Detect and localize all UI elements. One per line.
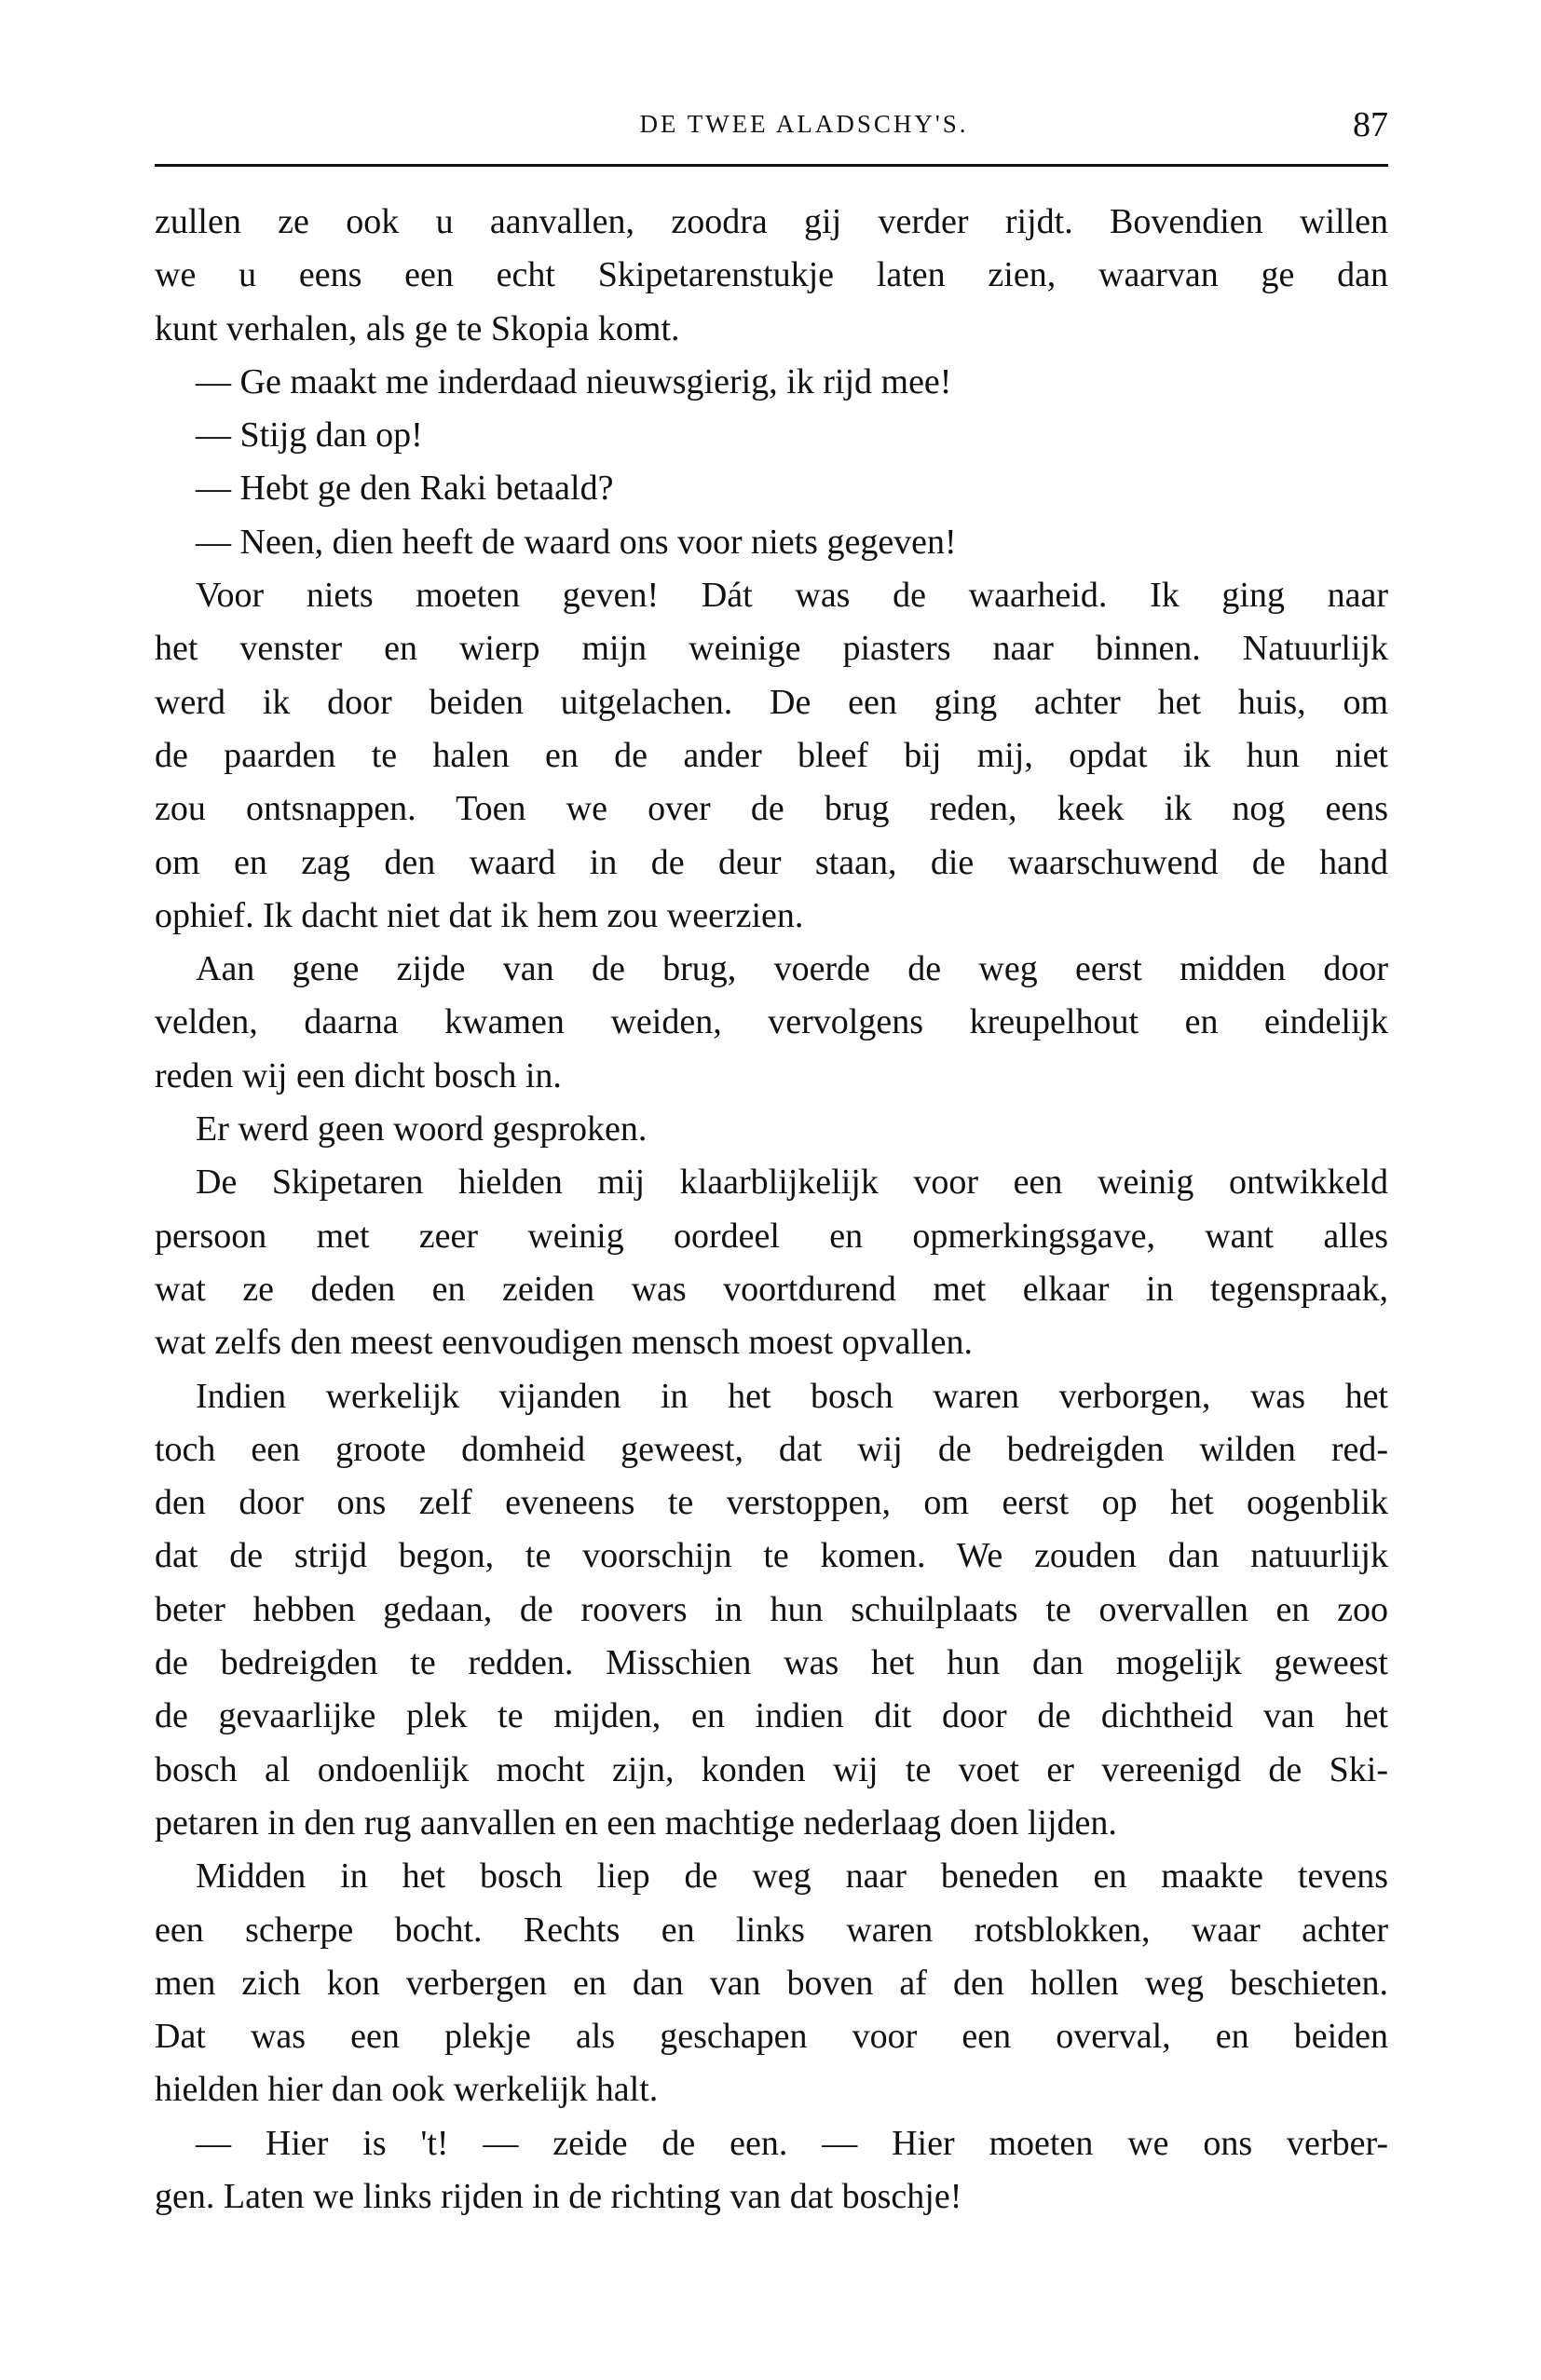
text-line: velden, daarna kwamen weiden, vervolgens kreupelhout en eindelijk — [155, 1002, 1388, 1042]
text-line: men zich kon verbergen en dan van boven af den hollen weg beschieten. — [155, 1963, 1388, 2003]
text-line: de paarden te halen en de ander bleef bij mij, opdat ik hun niet — [155, 735, 1388, 775]
body-text — [155, 196, 1388, 2224]
text-line: den door ons zelf eveneens te verstoppen, om eerst op het oogenblik — [155, 1483, 1388, 1523]
header-rule — [155, 164, 1388, 167]
text-line: beter hebben gedaan, de roovers in hun schuilplaats te overvallen en zoo — [155, 1589, 1388, 1629]
paragraph — [155, 516, 1388, 569]
text-line: reden wij een dicht bosch in. — [155, 1055, 562, 1095]
paragraph — [155, 1370, 1388, 1851]
text-line: toch een groote domheid geweest, dat wij de bedreigden wilden red- — [155, 1429, 1388, 1469]
paragraph — [155, 462, 1388, 515]
text-line: Indien werkelijk vijanden in het bosch waren verborgen, was het — [196, 1376, 1388, 1416]
paragraph — [155, 409, 1388, 462]
paragraph — [155, 1156, 1388, 1369]
text-line: persoon met zeer weinig oordeel en opmerkingsgave, want alles — [155, 1216, 1388, 1256]
text-line: de bedreigden te redden. Misschien was het hun dan mogelijk geweest — [155, 1643, 1388, 1683]
page-header — [155, 104, 1388, 151]
paragraph — [155, 943, 1388, 1103]
paragraph — [155, 569, 1388, 943]
text-line: hielden hier dan ook werkelijk halt. — [155, 2070, 659, 2110]
text-line: het venster en wierp mijn weinige piasters naar binnen. Natuurlijk — [155, 629, 1388, 669]
text-line: Midden in het bosch liep de weg naar beneden en maakte tevens — [196, 1856, 1388, 1897]
text-line: werd ik door beiden uitgelachen. De een ging achter het huis, om — [155, 682, 1388, 722]
text-line: ophief. Ik dacht niet dat ik hem zou weerzien. — [155, 895, 804, 935]
paragraph — [155, 356, 1388, 409]
text-line: bosch al ondoenlijk mocht zijn, konden wij te voet er vereenigd de Ski- — [155, 1749, 1388, 1789]
text-line: petaren in den rug aanvallen en een machtige nederlaag doen lijden. — [155, 1802, 1117, 1843]
text-line: Dat was een plekje als geschapen voor een overval, en beiden — [155, 2017, 1388, 2057]
paragraph — [155, 2117, 1388, 2224]
text-line: we u eens een echt Skipetarenstukje laten zien, waarvan ge dan — [155, 255, 1388, 295]
text-line: — Stijg dan op! — [196, 415, 423, 456]
paragraph — [155, 196, 1388, 356]
text-line: — Hebt ge den Raki betaald? — [196, 469, 614, 509]
text-line: de gevaarlijke plek te mijden, en indien dit door de dichtheid van het — [155, 1696, 1388, 1736]
text-line: — Neen, dien heeft de waard ons voor niets gegeven! — [196, 522, 957, 562]
page-number: 87 — [1353, 105, 1388, 144]
text-line: De Skipetaren hielden mij klaarblijkelijk voor een weinig ontwikkeld — [196, 1163, 1388, 1203]
text-line: Voor niets moeten geven! Dát was de waarheid. Ik ging naar — [196, 576, 1388, 616]
text-line: een scherpe bocht. Rechts en links waren rotsblokken, waar achter — [155, 1910, 1388, 1950]
paragraph — [155, 1850, 1388, 2116]
text-line: kunt verhalen, als ge te Skopia komt. — [155, 308, 680, 348]
text-line: wat zelfs den meest eenvoudigen mensch moest opvallen. — [155, 1323, 973, 1363]
paragraph — [155, 1103, 1388, 1156]
text-line: — Ge maakt me inderdaad nieuwsgierig, ik rijd mee! — [196, 361, 952, 401]
text-line: wat ze deden en zeiden was voortdurend met elkaar in tegenspraak, — [155, 1269, 1388, 1309]
text-line: gen. Laten we links rijden in de richting van dat boschje! — [155, 2176, 962, 2216]
text-line: dat de strijd begon, te voorschijn te komen. We zouden dan natuurlijk — [155, 1536, 1388, 1576]
text-line: Aan gene zijde van de brug, voerde de weg eerst midden door — [196, 949, 1388, 989]
text-line: zullen ze ook u aanvallen, zoodra gij verder rijdt. Bovendien willen — [155, 202, 1388, 241]
text-line: Er werd geen woord gesproken. — [196, 1109, 648, 1149]
text-line: zou ontsnappen. Toen we over de brug reden, keek ik nog eens — [155, 789, 1388, 829]
text-line: — Hier is 't! — zeide de een. — Hier moeten we ons verber- — [196, 2123, 1388, 2163]
running-title: DE TWEE ALADSCHY'S. — [639, 110, 969, 138]
text-line: om en zag den waard in de deur staan, die waarschuwend de hand — [155, 842, 1388, 882]
